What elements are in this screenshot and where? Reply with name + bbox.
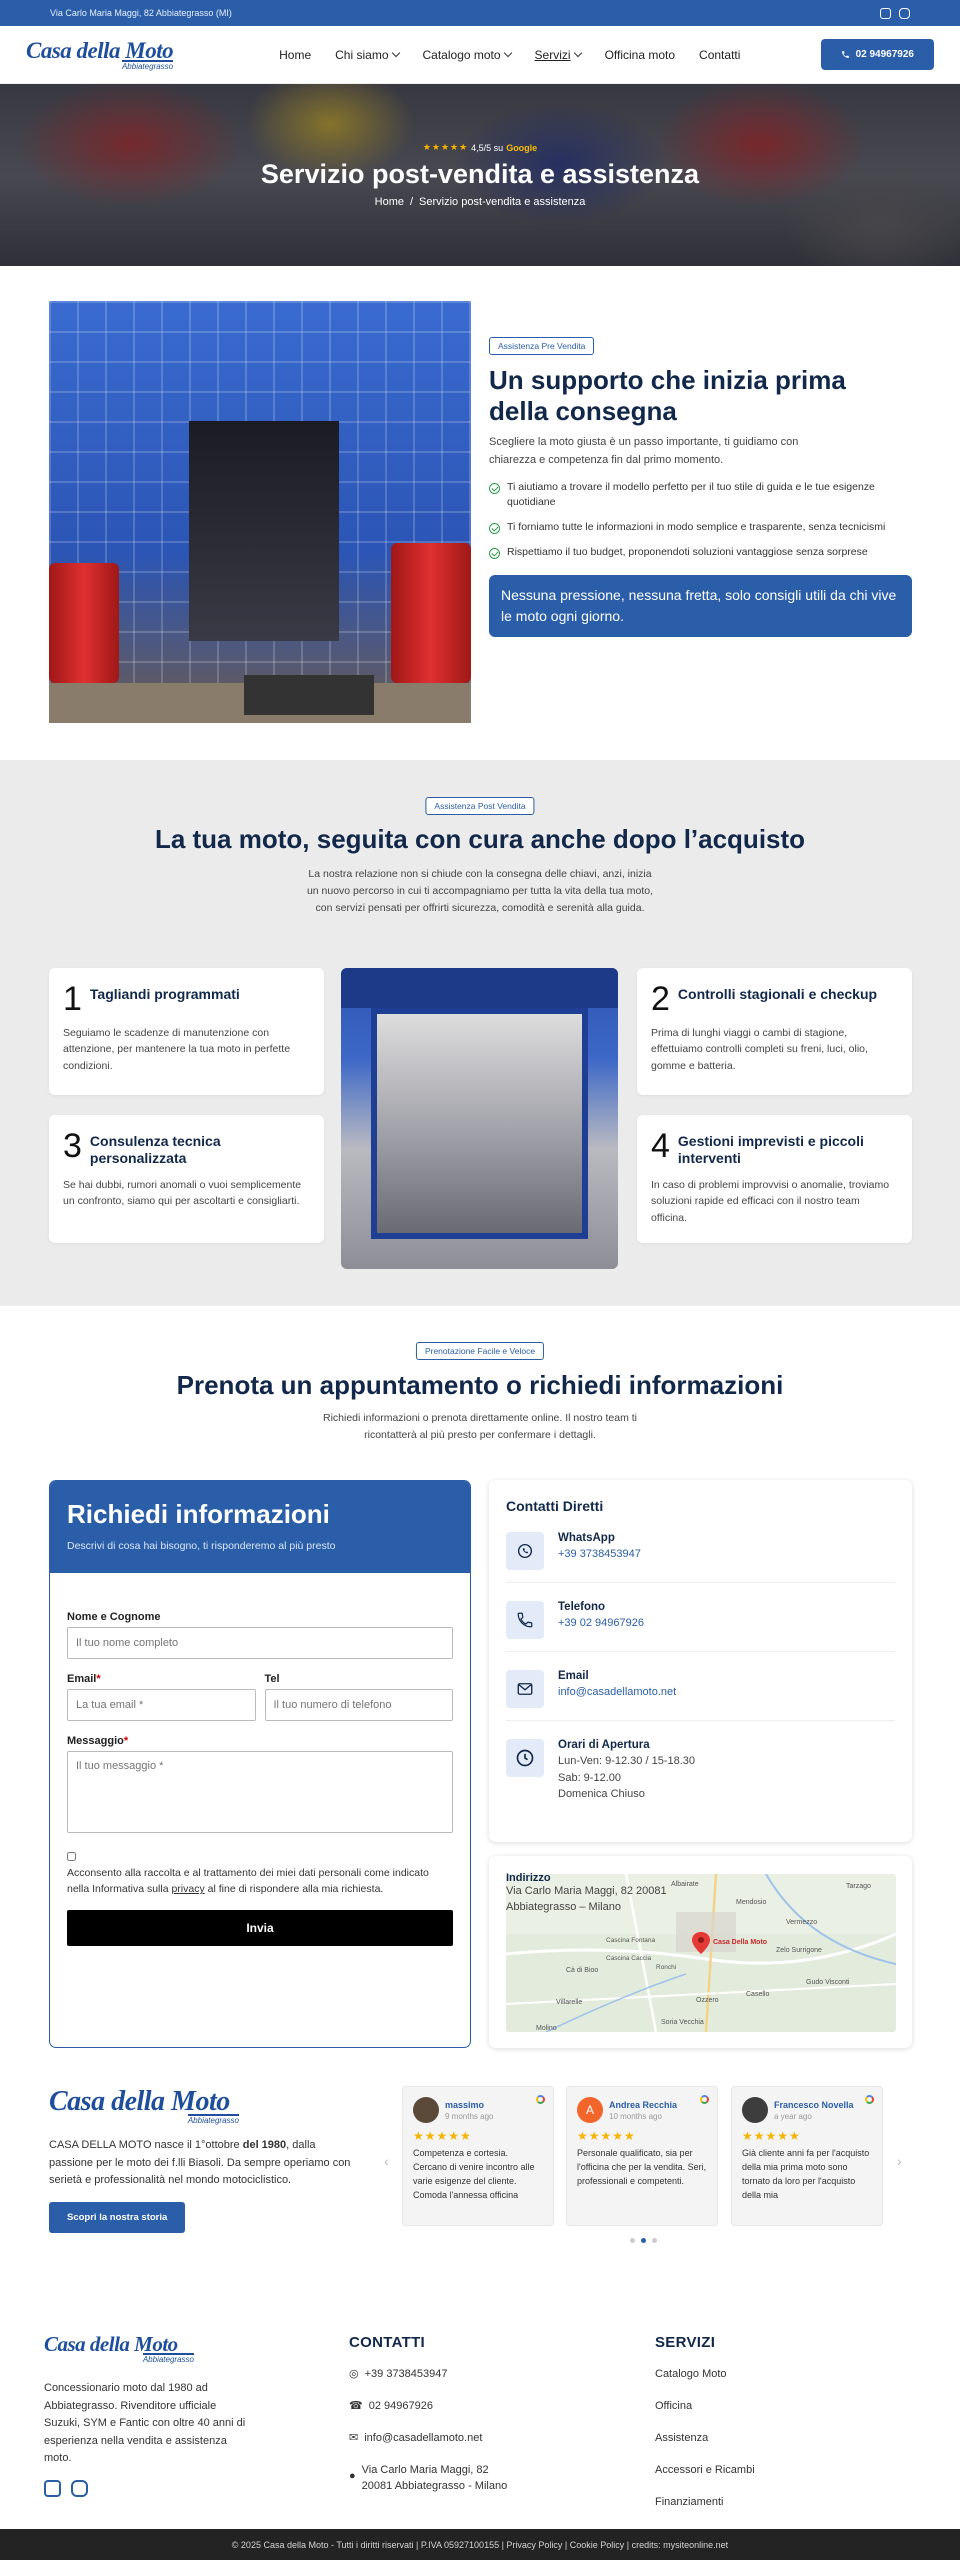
map-town: Mendosio [736,1899,767,1906]
workshop-image [341,968,618,1269]
card-number: 4 [651,1127,670,1165]
google-icon [536,2095,545,2104]
avatar [413,2097,439,2123]
card-number: 3 [63,1127,82,1165]
review-stars: ★★★★★ [413,2129,472,2143]
email-field[interactable] [67,1689,256,1721]
required-mark: * [96,1673,101,1685]
name-label: Nome e Cognome [67,1611,161,1623]
hero-banner [0,84,960,266]
hero-rating [423,142,537,153]
map-town: Villarelle [556,1999,583,2006]
main-nav [279,48,740,62]
contact-email[interactable] [506,1652,895,1721]
check-circle-icon [489,483,500,494]
footer-services [655,2334,755,2511]
contact-value[interactable]: +39 3738453947 [558,1548,641,1560]
card-text: Prima di lunghi viaggi o cambi di stagione, effettuiamo controlli completi su freni, luci, olio, gomme e batteria. [651,1026,868,1073]
top-socials [880,8,910,19]
phone-icon: ☎ [349,2399,363,2412]
mail-icon: ✉ [349,2431,359,2444]
privacy-checkbox[interactable] [67,1852,76,1861]
review-time: 10 months ago [609,2111,662,2121]
logo-name: Casa della Moto [49,2086,230,2117]
post-sale-section [0,760,960,1306]
tel-label: Tel [264,1673,280,1685]
chevron-down-icon [573,48,581,56]
about-text-bold: del 1980 [242,2139,287,2151]
tel-field[interactable] [265,1689,454,1721]
card-number: 2 [651,980,670,1018]
copyright-bar: © 2025 Casa della Moto - Tutti i diritti riservati | P.IVA 05927100155 | Privacy Policy | Cookie Policy | credits: mysiteonline.net [0,2529,960,2560]
footer-brand [44,2334,254,2497]
footer-service-link[interactable]: Finanziamenti [655,2495,724,2508]
whatsapp-icon: ◎ [349,2368,359,2380]
google-icon [700,2095,709,2104]
pre-sale-section [0,266,960,760]
service-card [637,968,912,1095]
message-label [67,1735,453,1747]
contacts-title: Contatti Diretti [506,1498,604,1514]
post-sale-lead: La nostra relazione non si chiude con la consegna delle chiavi, anzi, inizia un nuovo percorso in cui ti accompagniamo per tutta la vita della tua moto, con servizi pensati per offrirti sicurezza, comodità e serenità alla guida. [306,868,654,914]
footer-description: Concessionario moto dal 1980 ad Abbiategrasso. Rivenditore ufficiale Suzuki, SYM e Fantic con oltre 40 anni di esperienza nella vendita e assistenza moto. [44,2382,246,2465]
contact-label: WhatsApp [558,1532,615,1544]
review-time: 9 months ago [445,2111,494,2121]
card-title: Tagliandi programmati [89,986,240,1002]
map-town: Vermezzo [786,1919,818,1926]
hours-line: Lun-Ven: 9-12.30 / 15-18.30 [558,1755,695,1767]
required-mark: * [123,1735,129,1747]
breadcrumb-current: Servizio post-vendita e assistenza [419,196,586,208]
nav-catalogo-label: Catalogo moto [422,47,501,62]
about-logo [49,2088,239,2125]
page-title: Servizio post-vendita e assistenza [260,159,700,189]
map-town: Ronchi [656,1964,677,1971]
story-button[interactable]: Scopri la nostra storia [49,2202,185,2233]
about-reviews-section [0,2078,960,2278]
privacy-consent [67,1852,453,1898]
footer-service-link[interactable]: Accessori e Ricambi [655,2463,755,2476]
address-line-1: Via Carlo Maria Maggi, 82 20081 [506,1885,667,1897]
logo-tagline: Abbiategrasso [121,61,174,71]
address-line-2: Abbiategrasso – Milano [506,1900,621,1913]
top-address: Via Carlo Maria Maggi, 82 Abbiategrasso (MI) [50,8,232,18]
map-town: Soria Vecchia [661,2019,704,2026]
review-text: Personale qualificato, sia per l'officina che per la vendita. Seri, professionali e competenti. [577,2148,707,2186]
logo-tagline: Abbiategrasso [142,2355,194,2364]
footer-address [349,2463,507,2495]
form-title: Richiedi informazioni [67,1499,330,1529]
logo-name: Casa della Moto [26,37,174,63]
call-button-label: 02 94967926 [855,49,914,60]
card-number: 1 [63,980,82,1018]
shop-entrance-image [49,301,471,723]
booking-section [0,1306,960,2076]
map-pin-label: Casa Della Moto [713,1939,768,1946]
reviewer-name[interactable]: Andrea Recchia [609,2099,678,2110]
call-button[interactable] [821,39,934,70]
hours-line: Domenica Chiuso [558,1788,645,1800]
footer-contacts-title: CONTATTI [349,2334,425,2351]
carousel-prev-icon[interactable]: ‹ [384,2153,389,2169]
contact-phone[interactable] [506,1583,895,1652]
breadcrumb [375,196,586,208]
map-town: Tarzago [846,1883,871,1890]
about-text-post: , dalla passione per le moto dei f.lli Biasoli. Da sempre operiamo con serietà e professionalità nel mondo motociclistico. [49,2139,351,2187]
google-icon [865,2095,874,2104]
review-text: Già cliente anni fa per l'acquisto della mia prima moto sono tornato da loro per l'acquisto della mia [742,2148,870,2200]
carousel-dots [630,2238,657,2243]
address-line: 20081 Abbiategrasso - Milano [361,2479,508,2492]
map-pin-icon: ● [349,2469,356,2482]
rating-text: 4,5/5 su [471,142,504,153]
nav-contatti-label: Contatti [699,47,741,62]
footer-contacts [349,2334,507,2495]
nav-catalogo[interactable] [423,48,511,62]
footer-service-link[interactable]: Officina [655,2399,693,2412]
booking-title: Prenota un appuntamento o richiedi informazioni [176,1370,784,1400]
carousel-dot[interactable] [652,2238,657,2243]
card-title: Controlli stagionali e checkup [677,986,878,1002]
address-line: Via Carlo Maria Maggi, 82 [361,2463,489,2476]
card-title: Gestioni imprevisti e piccoli interventi [677,1133,864,1166]
logo-name: Casa della Moto [44,2332,178,2356]
booking-lead: Richiedi informazioni o prenota direttamente online. Il nostro team ti ricontatterà al più presto per confermare i dettagli. [323,1412,637,1441]
about-block [49,2088,359,2233]
check-item-text: Ti forniamo tutte le informazioni in modo semplice e trasparente, senza tecnicismi [507,521,886,534]
nav-officina-label: Officina moto [604,47,676,62]
card-text: Se hai dubbi, rumori anomali o vuoi semplicemente un confronto, siamo qui per ascoltarti e consigliarti. [63,1178,302,1208]
chevron-down-icon [503,48,511,56]
post-sale-badge: Assistenza Post Vendita [425,797,534,815]
footer-whatsapp[interactable] [349,2367,507,2383]
map-town: Cascina Fontana [606,1937,656,1944]
message-label-text: Messaggio [67,1735,124,1747]
pre-sale-badge: Assistenza Pre Vendita [489,337,594,355]
footer-whatsapp-value: +39 3738453947 [364,2368,448,2380]
rating-stars: ★★★★★ [422,142,469,152]
pre-sale-title: Un supporto che inizia prima della consegna [489,365,846,426]
service-card [49,968,324,1095]
service-card [637,1115,912,1243]
phone-icon [506,1601,544,1639]
nav-home[interactable] [279,48,311,62]
top-bar [0,0,960,26]
map-town: Albairate [671,1881,699,1888]
card-title: Consulenza tecnica personalizzata [89,1133,221,1166]
review-card [402,2086,554,2226]
review-stars: ★★★★★ [742,2129,801,2143]
nav-home-label: Home [279,47,312,62]
footer-logo[interactable] [44,2334,194,2364]
contact-label: Email [558,1670,589,1682]
post-sale-title: La tua moto, seguita con cura anche dopo l’acquisto [154,824,806,854]
consent-text [67,1865,453,1898]
map-town: Cà di Bioo [566,1967,599,1974]
check-circle-icon [489,548,500,559]
carousel-next-icon[interactable]: › [897,2153,902,2169]
service-card [49,1115,324,1243]
check-item [489,480,912,512]
clock-icon [506,1739,544,1777]
message-field[interactable] [67,1751,453,1833]
check-item [489,520,912,536]
check-item-text: Rispettiamo il tuo budget, proponendoti soluzioni vantaggiose senza sorprese [507,545,868,558]
review-text: Competenza e cortesia. Cercano di venire incontro alle varie esigenze del cliente. Comoda l'annessa officina [413,2148,535,2200]
pre-sale-lead: Scegliere la moto giusta è un passo importante, ti guidiamo con chiarezza e competenza fin dal primo momento. [489,436,799,466]
breadcrumb-separator: / [409,196,414,208]
nav-chi-siamo-label: Chi siamo [335,47,389,62]
logo-tagline: Abbiategrasso [187,2116,239,2125]
footer-socials [44,2480,254,2497]
avatar [742,2097,768,2123]
pre-sale-checklist [489,480,912,561]
hours-line: Sab: 9-12.00 [558,1771,621,1784]
card-text: Seguiamo le scadenze di manutenzione con attenzione, per mantenere la tua moto in perfette condizioni. [63,1026,291,1073]
whatsapp-icon [506,1532,544,1570]
breadcrumb-home[interactable]: Home [374,196,404,208]
about-text-pre: CASA DELLA MOTO nasce il 1°ottobre [49,2139,243,2151]
contact-value[interactable]: info@casadellamoto.net [558,1686,677,1698]
submit-button[interactable]: Invia [67,1910,453,1946]
site-header [0,26,960,84]
footer-phone-value: 02 94967926 [368,2399,433,2412]
reviewer-name[interactable]: massimo [445,2099,485,2110]
check-circle-icon [489,523,500,534]
nav-chi-siamo[interactable] [335,48,398,62]
footer-services-title: SERVIZI [655,2334,716,2351]
opening-hours [506,1721,895,1815]
nav-servizi-label: Servizi [534,47,571,62]
nav-contatti[interactable] [699,48,740,62]
check-item [489,545,912,561]
site-logo[interactable] [26,39,173,71]
info-request-form [49,1480,471,2048]
map-town: Molino [536,2025,557,2032]
email-label-text: Email [67,1673,97,1685]
avatar: A [577,2097,603,2123]
footer-email[interactable] [349,2431,507,2447]
review-card [566,2086,718,2226]
pre-sale-highlight: Nessuna pressione, nessuna fretta, solo consigli utili da chi vive le moto ogni giorno. [489,575,912,637]
review-time: a year ago [774,2111,812,2121]
booking-badge: Prenotazione Facile e Veloce [416,1342,544,1360]
footer-service-link[interactable]: Catalogo Moto [655,2368,727,2380]
review-card [731,2086,883,2226]
hours-label: Orari di Apertura [558,1739,650,1751]
map-town: Gudo Visconti [806,1979,850,1986]
map-town: Casello [746,1991,770,1998]
chevron-down-icon [391,48,399,56]
contact-label: Telefono [558,1601,606,1613]
facebook-icon[interactable] [44,2480,61,2497]
map-town: Ozzero [696,1997,719,2004]
facebook-icon[interactable] [880,8,891,19]
contact-whatsapp[interactable] [506,1514,895,1583]
instagram-icon[interactable] [899,8,910,19]
check-item-text: Ti aiutiamo a trovare il modello perfetto per il tuo stile di guida e le tue esigenze quotidiane [507,480,875,509]
email-label [67,1673,256,1685]
carousel-dot[interactable] [630,2238,635,2243]
form-subtitle: Descrivi di cosa hai bisogno, ti risponderemo al più presto [67,1540,336,1552]
consent-text-pre: Acconsento alla raccolta e al trattamento dei miei dati personali come indicato nella Informativa sulla [67,1867,429,1896]
contact-value[interactable]: +39 02 94967926 [558,1617,644,1629]
address-map-card [489,1856,912,2048]
mail-icon [506,1670,544,1708]
direct-contacts-card [489,1480,912,1842]
map-town: Cascina Caccia [606,1955,652,1962]
footer-phone[interactable] [349,2399,507,2415]
privacy-link[interactable]: privacy [171,1883,205,1896]
consent-text-post: al fine di rispondere alla mia richiesta. [204,1883,384,1896]
phone-icon [841,50,850,59]
reviewer-name[interactable]: Francesco Novella [774,2099,854,2110]
about-text [49,2137,359,2190]
instagram-icon[interactable] [71,2480,88,2497]
carousel-dot-active[interactable] [641,2238,646,2243]
footer-service-link[interactable]: Assistenza [655,2431,709,2444]
address-label: Indirizzo [506,1872,551,1884]
name-field[interactable] [67,1627,453,1659]
nav-servizi[interactable] [535,48,581,62]
card-text: In caso di problemi improvvisi o anomalie, troviamo soluzioni rapide ed efficaci con il nostro team officina. [651,1178,890,1225]
nav-officina[interactable] [605,48,675,62]
google-logo: Google [506,142,538,153]
review-stars: ★★★★★ [577,2129,636,2143]
site-footer [0,2310,960,2526]
footer-email-value: info@casadellamoto.net [364,2431,483,2444]
map-town: Zelo Surrigone [776,1947,822,1954]
